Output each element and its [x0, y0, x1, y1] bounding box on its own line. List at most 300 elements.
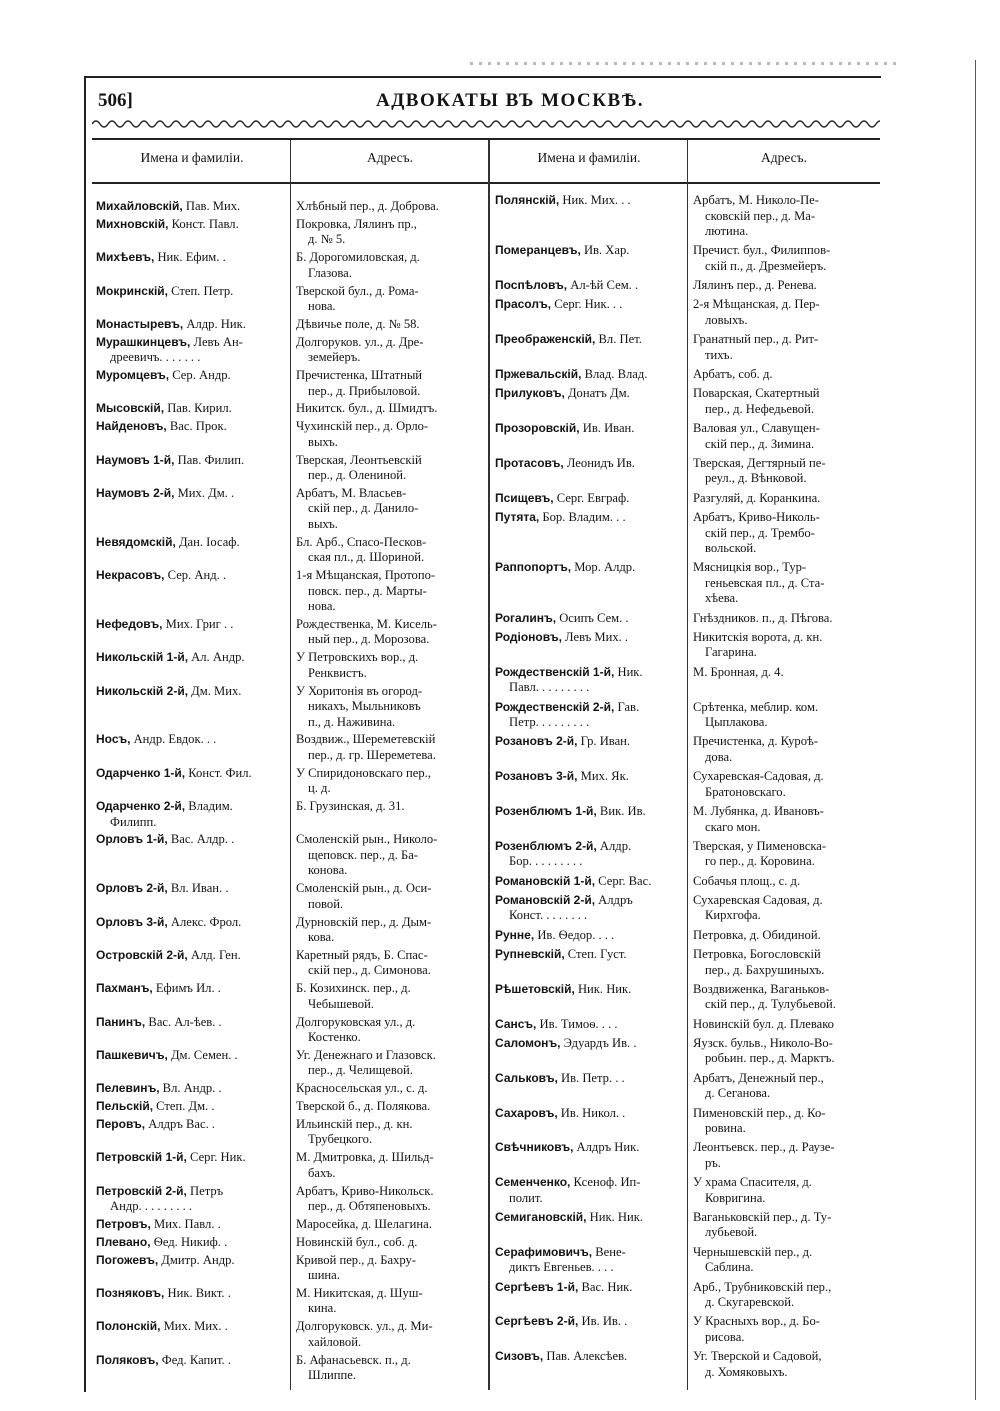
entry-name — [96, 1319, 228, 1335]
entry-given-name-cont: Павл. . . . . . . . . — [509, 680, 590, 695]
running-title: АДВОКАТЫ ВЪ МОСКВѢ. — [376, 90, 644, 111]
entry-address-line: д. Хомяковыхъ. — [705, 1364, 788, 1379]
entry-address-line: геньевская пл., д. Ста- — [705, 575, 825, 590]
entry-given-name: Ив. Никол. . — [557, 1105, 626, 1120]
entry-address-line: Трубецкого. — [308, 1132, 373, 1147]
entry-name — [495, 1175, 640, 1206]
entry-given-name: Бор. Владим. . . — [539, 510, 626, 525]
entry-address-line: М. Дмитровка, д. Шильд- — [296, 1150, 434, 1165]
entry-surname: Пелевинъ, — [96, 1081, 160, 1096]
entry-surname: Орловъ 2-й, — [96, 881, 168, 896]
entry-given-name: Ив. Ив. . — [578, 1314, 628, 1329]
entry-surname: Пржевальскій, — [495, 367, 582, 382]
entry-given-name: Эдуардъ Ив. . — [560, 1035, 637, 1050]
entry-address-line: Долгоруковск. ул., д. Ми- — [296, 1319, 433, 1334]
entry-given-name: Степ. Петр. — [168, 283, 234, 298]
entry-address-line: Уг. Денежнаго и Глазовск. — [296, 1047, 436, 1062]
entry-address-line: пер., д. Обтяпеновыхъ. — [308, 1199, 431, 1214]
entry-surname: Погожевъ, — [96, 1252, 159, 1267]
entry-surname: Пашкевичъ, — [96, 1047, 168, 1062]
entry-address-line: Петровка, Богословскій — [693, 947, 821, 962]
entry-given-name: Пав. Алексѣев. — [543, 1349, 628, 1364]
entry-address-line: У Хоритонія въ огород- — [296, 683, 423, 698]
entry-address-line: Арбатъ, Криво-Никольск. — [296, 1183, 434, 1198]
entry-name — [96, 568, 226, 584]
entry-given-name: Конст. Фил. — [185, 765, 252, 780]
entry-given-name-cont: Андр. . . . . . . . . — [110, 1199, 193, 1214]
entry-address-line: вольской. — [705, 541, 757, 556]
entry-name — [96, 1117, 215, 1133]
entry-name — [96, 1217, 221, 1233]
entry-surname: Островскій 2-й, — [96, 947, 188, 962]
entry-name — [96, 1286, 231, 1302]
entry-name — [495, 421, 634, 437]
entry-name — [495, 193, 631, 209]
entry-name — [495, 1210, 643, 1226]
entry-given-name-cont: полит. — [509, 1190, 543, 1205]
entry-surname: Псищевъ, — [495, 490, 554, 505]
entry-given-name: Алд. Ген. — [187, 947, 241, 962]
entry-address-line: Чебышевой. — [308, 996, 374, 1011]
entry-given-name: Мих. Як. — [577, 769, 629, 784]
entry-address-line: щеповск. пер., д. Ба- — [308, 847, 418, 862]
header-rule-bottom — [92, 182, 880, 184]
entry-surname: Путята, — [495, 510, 540, 525]
entry-surname: Мурашкинцевъ, — [96, 334, 191, 349]
entry-surname: Рождественскій 1-й, — [495, 664, 615, 679]
entry-surname: Розановъ 3-й, — [495, 769, 578, 784]
entry-given-name: Ник. Мих. . . — [559, 193, 631, 207]
entry-address-line: пер., д. Челищевой. — [308, 1063, 413, 1078]
entry-address-line: пер., д. Олениной. — [308, 468, 407, 483]
entry-address-line: Бл. Арб., Спасо-Песков- — [296, 534, 427, 549]
entry-address-line: пер., д. Прибыловой. — [308, 383, 421, 398]
entry-surname: Некрасовъ, — [96, 568, 165, 583]
entry-address-line: Валовая ул., Славущен- — [693, 421, 820, 436]
entry-name — [96, 1353, 231, 1369]
column-divider — [290, 140, 291, 1390]
entry-address-line: скій пер., д. Трембо- — [705, 525, 815, 540]
column-header-names-left: Имена и фамиліи. — [140, 150, 244, 165]
entry-surname: Михѣевъ, — [96, 250, 155, 265]
entry-name — [495, 893, 633, 924]
entry-surname: Наумовъ 2-й, — [96, 485, 175, 500]
entry-name — [495, 804, 646, 820]
entry-given-name: Вл. Андр. . — [159, 1081, 222, 1096]
entry-surname: Померанцевъ, — [495, 243, 581, 258]
entry-given-name: Вене- — [592, 1244, 626, 1259]
entry-address-line: У храма Спасителя, д. — [693, 1175, 812, 1190]
entry-address-line: Кривой пер., д. Бахру- — [296, 1252, 416, 1267]
entry-given-name: Дан. Іосаф. — [175, 534, 240, 549]
entry-name — [96, 617, 233, 633]
entry-surname: Преображенскій, — [495, 332, 596, 347]
entry-name — [96, 1015, 222, 1031]
entry-name — [495, 332, 642, 348]
entry-address-line: Лялинъ пер., д. Ренева. — [693, 278, 817, 293]
entry-name — [96, 401, 232, 417]
entry-given-name: Серг. Ник. — [186, 1150, 246, 1165]
entry-given-name: Мих. Григ . . — [162, 616, 234, 631]
entry-address-line: повой. — [308, 896, 344, 911]
entry-given-name-cont: Бор. . . . . . . . . — [509, 854, 583, 869]
entry-surname: Розановъ 2-й, — [495, 734, 578, 749]
entry-surname: Поспѣловъ, — [495, 278, 568, 293]
entry-surname: Сергѣевъ 2-й, — [495, 1314, 579, 1329]
entry-address-line: земейеръ. — [308, 350, 361, 365]
entry-address-line: Тверская, у Пименовска- — [693, 838, 827, 853]
entry-given-name: Алдр. Ник. — [183, 316, 246, 331]
entry-given-name: Владим. — [185, 799, 233, 814]
entry-address-line: го пер., д. Коровина. — [705, 854, 815, 869]
entry-surname: Нефедовъ, — [96, 616, 163, 631]
entry-address-line: Смоленскій рын., Николо- — [296, 832, 438, 847]
entry-address-line: Арбатъ, Криво-Николь- — [693, 510, 820, 525]
entry-address-line: выхъ. — [308, 434, 338, 449]
entry-name — [96, 419, 227, 435]
entry-given-name: Сер. Андр. — [169, 368, 231, 383]
entry-surname: Семигановскій, — [495, 1209, 587, 1224]
entry-surname: Мокринскій, — [96, 283, 169, 298]
entry-address-line: Цыплакова. — [705, 715, 768, 730]
entry-address-line: реул., д. Вѣнковой. — [705, 471, 807, 486]
entry-address-line: Срѣтенка, меблир. ком. — [693, 699, 819, 714]
entry-name — [96, 1235, 227, 1251]
entry-given-name: Фед. Капит. . — [158, 1352, 231, 1367]
entry-surname: Петровскій 2-й, — [96, 1183, 187, 1198]
entry-name — [495, 1071, 625, 1087]
entry-given-name: Ив. Петр. . . — [557, 1070, 625, 1085]
entry-address-line: Никитск. бул., д. Шмидтъ. — [296, 401, 438, 416]
entry-surname: Петровскій 1-й, — [96, 1150, 187, 1165]
entry-given-name: Гр. Иван. — [577, 734, 631, 749]
entry-address-line: М. Лубянка, д. Ивановъ- — [693, 804, 824, 818]
entry-address-line: Арбатъ, Денежный пер., — [693, 1070, 824, 1085]
entry-name — [495, 874, 651, 890]
entry-name — [495, 386, 630, 402]
column-divider-center — [488, 140, 490, 1390]
entry-address-line: Б. Козихинск. пер., д. — [296, 981, 411, 996]
entry-given-name: Ник. Ефим. . — [154, 250, 226, 265]
header-rule-top — [92, 138, 880, 140]
entry-surname: Розенблюмъ 2-й, — [495, 838, 597, 853]
entry-name — [495, 665, 643, 696]
entry-given-name: Вл. Пет. — [595, 332, 642, 347]
entry-address-line: Чухинскій пер., д. Орло- — [296, 419, 429, 434]
entry-given-name: Ник. Ник. — [586, 1209, 643, 1224]
entry-surname: Монастыревъ, — [96, 316, 184, 331]
entry-address-line: Арб., Трубниковскій пер., — [693, 1279, 832, 1294]
entry-given-name: Мих. Дм. . — [174, 485, 235, 500]
entry-address-line: хѣева. — [705, 591, 739, 606]
entry-name — [495, 1106, 625, 1122]
entry-name — [96, 1081, 222, 1097]
entry-given-name: Пав. Мих. — [182, 199, 241, 213]
entry-address-line: скій п., д. Дрезмейеръ. — [705, 258, 827, 273]
entry-surname: Петровъ, — [96, 1216, 151, 1231]
entry-name — [495, 947, 627, 963]
entry-given-name: Левъ Мих. . — [561, 629, 629, 644]
entry-given-name: Ник. Ник. — [574, 981, 632, 996]
entry-given-name-cont: диктъ Евгеньев. . . . — [509, 1260, 614, 1275]
entry-surname: Саломонъ, — [495, 1035, 561, 1050]
entry-address-line: рисова. — [705, 1329, 745, 1344]
entry-name — [495, 928, 614, 944]
entry-address-line: пер., д. Бахрушиныхъ. — [705, 962, 825, 977]
entry-name — [96, 832, 234, 848]
entry-surname: Прасолъ, — [495, 297, 552, 312]
entry-name — [495, 367, 647, 383]
entry-address-line: Петровка, д. Обидиной. — [693, 927, 821, 942]
entry-address-line: Сухаревская Садовая, д. — [693, 892, 823, 907]
entry-name — [96, 250, 226, 266]
entry-address-line: Гранатный пер., д. Рит- — [693, 332, 819, 347]
entry-given-name: Дм. Семен. . — [167, 1047, 238, 1062]
entry-surname: Панинъ, — [96, 1014, 146, 1029]
entry-name — [96, 317, 246, 333]
entry-address-line: ская пл., д. Шориной. — [308, 550, 425, 565]
entry-name — [96, 881, 228, 897]
entry-surname: Позняковъ, — [96, 1285, 165, 1300]
entry-address-line: У Петровскихъ вор., д. — [296, 650, 419, 665]
entry-address-line: никахъ, Мыльниковъ — [308, 699, 421, 714]
entry-address-line: Арбатъ, М. Власьев- — [296, 485, 407, 500]
entry-address-line: Чернышевскій пер., д. — [693, 1244, 813, 1259]
entry-name — [495, 278, 638, 294]
entry-name — [495, 1140, 639, 1156]
entry-name — [96, 684, 241, 700]
entry-given-name: Вик. Ив. — [596, 804, 646, 818]
column-header-address-left: Адресъ. — [366, 150, 414, 165]
entry-address-line: Братоновскаго. — [705, 784, 786, 799]
entry-surname: Прилуковъ, — [495, 386, 565, 401]
entry-given-name: Ѳед. Никиф. . — [150, 1234, 228, 1249]
entry-name — [96, 981, 221, 997]
entry-address-line: Леонтьевск. пер., д. Раузе- — [693, 1140, 835, 1155]
entry-address-line: Собачья площ., с. д. — [693, 873, 801, 888]
entry-surname: Носъ, — [96, 732, 131, 747]
entry-given-name: Вас. Ал-ѣев. . — [145, 1014, 222, 1029]
entry-given-name: Ал. Андр. — [188, 650, 245, 665]
entry-address-line: Б. Афанасьевск. п., д. — [296, 1352, 411, 1367]
entry-address-line: дова. — [705, 749, 733, 764]
entry-address-line: Долгоруковская ул., д. — [296, 1014, 416, 1029]
entry-given-name: Дмитр. Андр. — [158, 1252, 235, 1267]
entry-surname: Пахманъ, — [96, 981, 153, 996]
entry-given-name-cont: Петр. . . . . . . . . — [509, 715, 590, 730]
entry-name — [495, 491, 629, 507]
entry-name — [96, 1150, 246, 1166]
entry-address-line: бахъ. — [308, 1165, 336, 1180]
entry-name — [495, 769, 629, 785]
entry-given-name: Дм. Мих. — [188, 683, 242, 698]
entry-given-name: Алдръ — [595, 892, 633, 907]
entry-address-line: повск. пер., д. Марты- — [308, 583, 427, 598]
entry-address-line: Смоленскій рын., д. Оси- — [296, 881, 432, 896]
entry-surname: Одарченко 2-й, — [96, 799, 186, 814]
column-header-names-right: Имена и фамиліи. — [537, 150, 641, 165]
entry-surname: Полонскій, — [96, 1319, 161, 1334]
entry-surname: Рождественскій 2-й, — [495, 699, 615, 714]
entry-given-name: Серг. Евграф. — [553, 490, 630, 505]
entry-name — [495, 1314, 627, 1330]
entry-address-line: Пречистенка, д. Куроѣ- — [693, 734, 819, 749]
entry-given-name: Ефимъ Ил. . — [152, 981, 221, 996]
entry-surname: Одарченко 1-й, — [96, 765, 186, 780]
entry-address-line: Воздвиженка, Ваганьков- — [693, 981, 830, 996]
entry-surname: Рунне, — [495, 927, 535, 942]
entry-surname: Наумовъ 1-й, — [96, 452, 175, 467]
column-header-address-right: Адресъ. — [760, 150, 808, 165]
entry-surname: Орловъ 1-й, — [96, 832, 168, 847]
entry-given-name-cont: Конст. . . . . . . . — [509, 908, 588, 923]
entry-surname: Прозоровскій, — [495, 421, 580, 436]
entry-given-name: Степ. Густ. — [564, 947, 627, 962]
entry-given-name: Мих. Павл. . — [150, 1216, 221, 1231]
entry-surname: Никольскій 2-й, — [96, 683, 189, 698]
entry-surname: Сансъ, — [495, 1016, 537, 1031]
entry-address-line: Б. Дорогомиловская, д. — [296, 250, 420, 265]
entry-surname: Рупневскій, — [495, 947, 565, 962]
entry-surname: Сальковъ, — [495, 1070, 558, 1085]
entry-address-line: Ильинскій пер., д. кн. — [296, 1116, 413, 1131]
entry-address-line: Тверская, Дегтярный пе- — [693, 455, 826, 470]
entry-name — [96, 284, 233, 300]
entry-name — [495, 456, 635, 472]
entry-address-line: скій пер., д. Данило- — [308, 501, 419, 516]
entry-given-name: Ник. Викт. . — [164, 1285, 231, 1300]
entry-surname: Муромцевъ, — [96, 368, 170, 383]
entry-surname: Невядомскій, — [96, 534, 176, 549]
entry-surname: Протасовъ, — [495, 455, 564, 470]
entry-given-name: Леонидъ Ив. — [563, 455, 635, 470]
entry-address-line: 1-я Мѣщанская, Протопо- — [296, 568, 436, 583]
entry-address-line: Новинскій бул., соб. д. — [296, 1234, 418, 1249]
entry-name — [495, 839, 631, 870]
entry-address-line: Хлѣбный пер., д. Доброва. — [296, 199, 439, 213]
entry-address-line: скій пер., д. Симонова. — [308, 963, 431, 978]
entry-address-line: конова. — [308, 863, 348, 878]
entry-address-line: Гнѣздников. п., д. Пѣгова. — [693, 610, 833, 625]
entry-surname: Сизовъ, — [495, 1349, 544, 1364]
entry-surname: Никольскій 1-й, — [96, 650, 189, 665]
entry-address-line: нова. — [308, 599, 336, 614]
entry-surname: Найденовъ, — [96, 419, 167, 434]
entry-address-line: М. Бронная, д. 4. — [693, 664, 784, 679]
entry-surname: Орловъ 3-й, — [96, 914, 168, 929]
entry-given-name: Вас. Алдр. . — [167, 832, 235, 847]
entry-address-line: Новинскій бул. д. Плевако — [693, 1016, 834, 1031]
entry-name — [495, 510, 626, 526]
entry-address-line: Маросейка, д. Шелагина. — [296, 1216, 432, 1231]
page-number: 506] — [98, 90, 133, 111]
entry-given-name-cont: Филипп. — [110, 814, 157, 829]
entry-name — [495, 1349, 627, 1365]
entry-given-name: Ив. Иван. — [579, 421, 635, 436]
entry-name — [495, 700, 639, 731]
entry-surname: Плевано, — [96, 1234, 151, 1249]
entry-surname: Розенблюмъ 1-й, — [495, 804, 597, 818]
entry-address-line: ловыхъ. — [705, 312, 748, 327]
entry-address-line: У Красныхъ вор., д. Бо- — [693, 1314, 820, 1329]
entry-address-line: скій пер., д. Зимина. — [705, 436, 815, 451]
entry-name — [96, 732, 216, 748]
entry-given-name: Пав. Филип. — [174, 452, 245, 467]
entry-given-name: Алдръ Ник. — [573, 1140, 640, 1155]
entry-address-line: шина. — [308, 1268, 340, 1283]
entry-name — [96, 1048, 238, 1064]
entry-address-line: пер., д. Нефедьевой. — [705, 401, 814, 416]
entry-address-line: Ковригина. — [705, 1190, 766, 1205]
entry-surname: Пельскій, — [96, 1099, 154, 1114]
entry-surname: Рогалинъ, — [495, 610, 557, 625]
entry-surname: Свѣчниковъ, — [495, 1140, 574, 1155]
entry-given-name: Пав. Кирил. — [164, 401, 232, 416]
entry-address-line: Костенко. — [308, 1030, 361, 1045]
entry-name — [96, 535, 240, 551]
entry-given-name: Ив. Тимоѳ. . . . — [536, 1016, 618, 1031]
entry-surname: Сергѣевъ 1-й, — [495, 1279, 579, 1294]
entry-name — [96, 948, 241, 964]
entry-name — [96, 453, 244, 469]
entry-surname: Рѣшетовскій, — [495, 981, 575, 996]
entry-given-name: Ал-ѣй Сем. . — [567, 278, 639, 293]
entry-address-line: Ваганьковскій пер., д. Ту- — [693, 1209, 832, 1224]
entry-address-line: Б. Грузинская, д. 31. — [296, 799, 405, 814]
entry-name — [495, 734, 630, 750]
entry-address-line: Долгоруков. ул., д. Дре- — [296, 334, 424, 349]
entry-address-line: лютина. — [705, 224, 749, 238]
entry-address-line: Пречист. бул., Филиппов- — [693, 243, 831, 258]
entry-address-line: Арбатъ, М. Николо-Пе- — [693, 193, 819, 207]
entry-surname: Романовскій 2-й, — [495, 892, 596, 907]
entry-address-line: Пименовскій пер., д. Ко- — [693, 1105, 826, 1120]
page-edge-rule — [975, 60, 976, 1400]
entry-address-line: Шлиппе. — [308, 1368, 356, 1383]
entry-given-name: Гав. — [614, 699, 640, 714]
entry-given-name: Серг. Ник. . . — [551, 297, 623, 312]
entry-address-line: Тверская, Леонтьевскій — [296, 452, 422, 467]
entry-address-line: М. Никитская, д. Шуш- — [296, 1285, 423, 1300]
entry-given-name: Ив. Ѳедор. . . . — [534, 927, 615, 942]
entry-address-line: д. № 5. — [308, 232, 346, 247]
entry-address-line: 2-я Мѣщанская, д. Пер- — [693, 297, 820, 312]
entry-address-line: Никитскія ворота, д. кн. — [693, 629, 823, 644]
entry-given-name: Алекс. Фрол. — [167, 914, 242, 929]
entry-given-name: Осипъ Сем. . — [556, 610, 629, 625]
entry-address-line: У Спиридоновскаго пер., — [296, 765, 431, 780]
entry-address-line: Тверской бул., д. Рома- — [296, 283, 419, 298]
entry-address-line: Арбатъ, соб. д. — [693, 367, 773, 382]
entry-surname: Родіоновъ, — [495, 629, 562, 644]
entry-address-line: сковскій пер., д. Ма- — [705, 208, 816, 223]
entry-address-line: Каретный рядъ, Б. Спас- — [296, 947, 428, 962]
entry-address-line: робьин. пер., д. Марктъ. — [705, 1051, 835, 1066]
entry-name — [96, 368, 231, 384]
entry-address-line: пер., д. гр. Шереметева. — [308, 747, 436, 762]
entry-name — [495, 1017, 618, 1033]
entry-address-line: ц. д. — [308, 781, 331, 796]
entry-name — [495, 982, 631, 998]
entry-name — [495, 243, 629, 259]
entry-given-name: Алдръ Вас. . — [145, 1116, 216, 1131]
entry-given-name: Алдр. — [596, 838, 632, 853]
entry-name — [96, 1253, 235, 1269]
entry-given-name: Сер. Анд. . — [164, 568, 227, 583]
entry-surname: Поляковъ, — [96, 1352, 159, 1367]
entry-address-line: Поварская, Скатертный — [693, 386, 820, 401]
entry-address-line: кина. — [308, 1301, 337, 1316]
